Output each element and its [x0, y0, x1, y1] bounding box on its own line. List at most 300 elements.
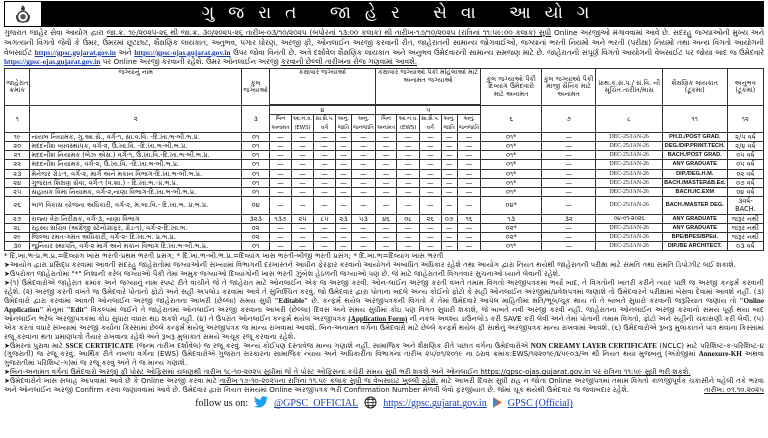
note-text: SSCE CERTIFICATE: [65, 341, 134, 350]
cat-ews-cell: —: [291, 242, 314, 251]
adv-no-cell: ૧૯: [5, 132, 30, 141]
colnum: ૧૨: [727, 106, 763, 133]
note-4: [4, 342, 764, 369]
women-sebc-cell: —: [419, 169, 441, 178]
colnum: ૧૧: [662, 106, 727, 133]
women-st-cell: —: [457, 132, 481, 141]
arrow-bullet-icon: ➤: [4, 269, 10, 279]
cat-general-cell: —: [270, 188, 292, 197]
twitter-link[interactable]: @GPSC_OFFICIAL: [273, 398, 359, 410]
experience-cell: ૦૫ વર્ષ: [727, 160, 763, 169]
cat-st-cell: —: [352, 233, 376, 242]
ex-servicemen-cell: —: [541, 223, 595, 232]
women-ews-cell: —: [397, 132, 420, 141]
women-sebc-cell: —: [419, 233, 441, 242]
table-row: [5, 160, 764, 169]
total-cell: ૦૧: [242, 242, 270, 251]
women-sc-cell: —: [441, 169, 457, 178]
ex-servicemen-cell: —: [541, 242, 595, 251]
cat-ews-cell: —: [291, 169, 314, 178]
twitter-icon: [254, 396, 268, 413]
cat-ews-cell: —: [291, 142, 314, 151]
subcat-general: બિન અનામત: [271, 116, 290, 131]
subcat-st: અનુ. જનજાતિ: [458, 116, 480, 131]
cat-sebc-cell: —: [314, 242, 336, 251]
experience-cell: ૦૨ વર્ષ: [727, 169, 763, 178]
pwd-cell: ૦૪*: [481, 197, 541, 214]
col-pwd: કુલ જગ્યાઓ પૈકી દિવ્યાંગ ઉમેદવારો માટે અનામત: [481, 69, 541, 106]
col-category-wise: કક્ષાવાર જગ્યાઓ: [270, 69, 376, 105]
experience-cell: જરૂર નથી: [727, 233, 763, 242]
women-general-cell: —: [375, 178, 397, 187]
arrow-bullet-icon: ➤: [4, 367, 10, 377]
note-text: આયોગ દ્વારા પ્રસિદ્ધ કરવામાં આવતી સદરહુ જાહેરાતોમાં જગ્યાઓની સંખ્યામાં વિભાગની દરખાસ્તને આધીન ફેરફાર કરવાનો આયોગને અબાધિત અધિકાર રહેશે તથા આયોગ દ્વારા નિયત થયેથી જાહેરાતની પરીક્ષા માટે સંમતિ તથા સંમતિ ડિપોઝીટ લઈ શકાશે.: [9, 260, 737, 270]
cat-sc-cell: —: [335, 242, 351, 251]
ex-servicemen-cell: —: [541, 188, 595, 197]
globe-icon: [364, 396, 377, 414]
colnum: ૭: [541, 106, 595, 133]
women-ews-cell: —: [397, 223, 420, 232]
women-general-cell: —: [375, 142, 397, 151]
women-st-cell: —: [457, 151, 481, 160]
note-text: તારીખ ૧૭-૧૦-૨૦૨૫ના રાત્રિનાં ૧૧.૫૯ કલાક સુધી જ વેબસાઇટ ખુલ્લી રહેશે.: [219, 376, 439, 386]
women-st-cell: —: [457, 242, 481, 251]
women-general-cell: —: [375, 223, 397, 232]
adv-no-cell: ૨૭: [5, 214, 30, 223]
ojas-apply-link[interactable]: https://gpsc-ojas.gujarat.gov.in: [4, 57, 101, 67]
women-st-cell: —: [457, 169, 481, 178]
post-name-cell: નાયબ નિયામક, ગુ.આ.સે., વર્ગ-૧, સા.વ.વિ. -દિ.ખા.ભ-બી.ભ.પ્ર.: [30, 132, 242, 141]
experience-cell: ૩વર્ષ-BACH.: [727, 197, 763, 214]
note-text: NON CREAMY LAYER CERTIFICATE: [530, 341, 657, 350]
women-general-cell: —: [375, 242, 397, 251]
total-cell: ૦૨: [242, 233, 270, 242]
qualification-cell: BACH./IC.EXM: [662, 188, 727, 197]
women-st-cell: —: [457, 233, 481, 242]
prelim-date-cell: DEC-25/JAN-26: [596, 178, 663, 187]
prelim-date-cell: DEC-25/JAN-26: [596, 242, 663, 251]
cat-st-cell: —: [352, 223, 376, 232]
table-row: [5, 223, 764, 232]
qualification-cell: PH.D./POST GRAD.: [662, 132, 727, 141]
gpsc-advertisement: [0, 1, 768, 438]
women-ews-cell: —: [397, 178, 420, 187]
prelim-date-cell: DEC-25/JAN-26: [596, 142, 663, 151]
table-row: [5, 132, 764, 141]
cat-ews-cell: —: [291, 233, 314, 242]
experience-cell: ૨/૫ વર્ષ: [727, 132, 763, 141]
adv-no-cell: ૨૩: [5, 169, 30, 178]
experience-cell: ૦૭ વર્ષ: [727, 178, 763, 187]
cat-st-cell: —: [352, 142, 376, 151]
arrow-bullet-icon: ➤: [4, 376, 10, 386]
women-ews-cell: —: [397, 142, 420, 151]
women-general-cell: —: [375, 188, 397, 197]
experience-cell: ૦૪ વર્ષ: [727, 188, 763, 197]
total-cell: ૦૧: [242, 188, 270, 197]
table-row: [5, 169, 764, 178]
subcat-sc: અનુ. જાતિ: [335, 115, 351, 132]
qualification-cell: DIP./DEG.H.M.: [662, 169, 727, 178]
vacancy-table: [4, 68, 764, 251]
colnum: ૨: [30, 106, 242, 133]
total-cell: ૦૧: [242, 160, 270, 169]
women-sebc-cell: —: [419, 132, 441, 141]
prelim-date-cell: DEC-25/JAN-26: [596, 188, 663, 197]
col-qualification: શૈક્ષણિક લાયકાત (ટૂંકમાં): [662, 69, 727, 106]
col-adv-no: જાહેરાત ક્રમાંક: [5, 69, 30, 106]
women-sc-cell: —: [441, 188, 457, 197]
post-name-cell: બાળ વિકાસ યોજના અધિકારી, વર્ગ-૨, મ.બા.વિ.- દિ.ખા.ભ. પ્ર.ભ.પ્ર.: [30, 197, 242, 214]
colnum: ૧: [5, 106, 30, 133]
cat-sebc-cell: —: [314, 178, 336, 187]
women-st-cell: ૧૬: [457, 214, 481, 223]
women-ews-cell: —: [397, 197, 420, 214]
women-sebc-cell: —: [419, 142, 441, 151]
adv-no-cell: ૨૬: [5, 197, 30, 214]
women-general-cell: —: [375, 151, 397, 160]
women-st-cell: —: [457, 223, 481, 232]
table-body: [5, 132, 764, 251]
women-ews-cell: —: [397, 188, 420, 197]
total-cell: ૦૨: [242, 223, 270, 232]
adv-no-cell: ૨૪: [5, 178, 30, 187]
experience-cell: જરૂર નથી: [727, 214, 763, 223]
ex-servicemen-cell: —: [541, 233, 595, 242]
cat-st-cell: —: [352, 160, 376, 169]
colnum: ૪: [270, 106, 376, 115]
women-ews-cell: ૦૮: [397, 214, 420, 223]
cat-sebc-cell: —: [314, 142, 336, 151]
youtube-link[interactable]: GPSC (Official): [507, 398, 573, 410]
cat-sc-cell: —: [335, 160, 351, 169]
prelim-date-cell: DEC-25/JAN-26: [596, 151, 663, 160]
notes-section: [4, 252, 764, 395]
note-text: ની નકલ અવશ્ય ડાઉનલોડ કરી SAVE કરી લેવી અને તેમાં પોતાની તમામ વિગતો, ફોટો અને સહીની ચકાસણી કરી લેવી. (૫) એક કરતાં વધારે સંખ્યામાં અરજી કર્યાના કિસ્સામાં છેલ્લે કન્ફર્મ થયેલુ અરજીપત્રક જ માન્ય રાખવામાં આવશે. બિન-અનામત વર્ગના ઉમેદવારો માટે છેલ્લે કન્ફર્મ થયેલ ફી સાથેનું અરજીપત્રક માન્ય રાખવામાં આવશે. (૬) ઉમેદવારોએ રૂબરૂ મુલાકાતને પાત્ર થવાના કિસ્સામાં રજૂ કરવાના થતા પ્રમાણપત્રો તૈયાર રાખવાના રહેશે અને રૂબરૂ મુલાકાત સમયે અચૂક રજૂ કરવાના રહેશે.: [4, 313, 764, 341]
col-women-reserved: કક્ષાવાર જગ્યાઓ પૈકી મહિલાઓ માટે અનામત જગ્યાઓ: [375, 69, 481, 105]
column-number-row: [5, 106, 764, 115]
social-footer: [4, 396, 764, 414]
cat-st-cell: —: [352, 197, 376, 214]
page-title: ગુજરાત જાહેર સેવા આયોગ: [42, 2, 763, 26]
pwd-cell: ૧૩: [481, 214, 541, 223]
cat-ews-cell: —: [291, 178, 314, 187]
adv-no-cell: ૨૧: [5, 151, 30, 160]
qualification-cell: ANY GRADUATE: [662, 223, 727, 232]
arrow-bullet-icon: ➤: [4, 278, 10, 288]
women-sc-cell: —: [441, 242, 457, 251]
qualification-cell: ANY GRADUATE: [662, 160, 727, 169]
ex-servicemen-cell: —: [541, 142, 595, 151]
colnum: ૬: [481, 106, 541, 133]
adv-no-cell: ૨૮: [5, 223, 30, 232]
cat-sc-cell: —: [335, 178, 351, 187]
prelim-date-cell: DEC-25/JAN-26: [596, 233, 663, 242]
women-ews-cell: —: [397, 160, 420, 169]
pwd-cell: ૦૨*: [481, 233, 541, 242]
cat-sc-cell: —: [335, 132, 351, 141]
women-sc-cell: —: [441, 142, 457, 151]
cat-sc-cell: —: [335, 223, 351, 232]
cat-ews-cell: —: [291, 223, 314, 232]
experience-cell: ૦૫ વર્ષ: [727, 151, 763, 160]
cat-general-cell: —: [270, 223, 292, 232]
adv-no-cell: ૨૯: [5, 233, 30, 242]
note-text: ઉંમરનાં પુરાવા માટે: [9, 340, 66, 350]
ex-servicemen-cell: ૩૨: [541, 214, 595, 223]
cat-st-cell: —: [352, 242, 376, 251]
ojas-website-link[interactable]: https://gpsc-ojas.gujarat.gov.in: [134, 47, 231, 57]
cat-sebc-cell: ૮૫: [314, 214, 336, 223]
subcat-sc: અનુ. જાતિ: [441, 115, 457, 132]
total-cell: ૦૪: [242, 197, 270, 214]
cat-sebc-cell: —: [314, 132, 336, 141]
subcat-general: બિન અનામત: [376, 116, 396, 131]
adv-no-cell: ૨૨: [5, 160, 30, 169]
ex-servicemen-cell: —: [541, 169, 595, 178]
pwd-cell: ૦૧*: [481, 169, 541, 178]
post-name-cell: જુનિયર સ્થાપતિ, વર્ગ-૨ માર્ગ અને મકાન વિભાગ દિ.ખા.ભ-બી.ભ.પ્ર.: [30, 242, 242, 251]
pwd-cell: ૦૧*: [481, 160, 541, 169]
note-text: છે. કન્ફર્મ થયેલ અરજીપત્રકની વિગતો કે તેમાં ઉમેદવારે આપેલ માહિતીમાં ક્ષતિ/ભૂલ/ચૂક થાય તો તે બાબતે સુધારો કરવાની જરૂરિયાત જણાય તો: [308, 295, 740, 305]
website-link[interactable]: https://gpsc.gujarat.gov.in: [383, 398, 487, 410]
note-text: મેનુમાં: [43, 304, 67, 314]
notice-date: તારીખ: ૦૧.૧૦.૨૦૨૫: [704, 385, 764, 395]
cat-ews-cell: —: [291, 188, 314, 197]
women-sebc-cell: —: [419, 188, 441, 197]
table-row: [5, 233, 764, 242]
adv-no-cell: ૨૦: [5, 142, 30, 151]
cat-sc-cell: —: [335, 151, 351, 160]
cat-st-cell: —: [352, 151, 376, 160]
cat-sebc-cell: —: [314, 160, 336, 169]
note-text: (૧) ઉમેદવારોએ જાહેરાત ક્રમાંક અને જગ્યાનું નામ સ્પષ્ટ રીતે વાંચીને જે તે જાહેરાત માટે ઓનલાઈન એક જ અરજી કરવી. ઓન-લાઈન અરજી કરતી વખતે તમામ વિગતો અરજીપત્રકમાં ભર્યા બાદ, તે વિગતોની ખાતરી કરીને ત્યાર પછી જ અરજી કન્ફર્મ કરવાની રહેશે. (૨) અરજી કરતી વખતે જ ઉમેદવારે પોતાનો ફોટો અને સહી અપલોડ કરવામાં આવે તે સુનિશ્ચિત કરવું. જો ઉમેદવાર દ્વારા પોતાના બદલે અન્ય કોઈનો ફોટો કે સહી ઓનલાઈન અરજીમાં/પ્રવેશપત્રમાં જણાશે તો ઉમેદવારને પરીક્ષામાં બેસવા દેવામાં આવશે નહીં. (૩) ઉમેદવારો દ્વારા કરવામાં આવતી ઓનલાઈન અરજી જાહેરાતના આખરી (છેલ્લા) સમય સુધી: [4, 278, 764, 305]
women-st-cell: —: [457, 197, 481, 214]
adv-no-cell: ૩૦: [5, 242, 30, 251]
qualification-cell: DIP./BE ARCHITECT.: [662, 242, 727, 251]
prelim-date-cell: DEC-25/JAN-26: [596, 169, 663, 178]
prelim-date-cell: DEC-25/JAN-26: [596, 197, 663, 214]
women-sebc-cell: —: [419, 223, 441, 232]
women-sc-cell: —: [441, 160, 457, 169]
women-st-cell: —: [457, 188, 481, 197]
note-text: (Application Form): [348, 314, 408, 323]
cat-general-cell: —: [270, 132, 292, 141]
note-text: બિન-અનામત વર્ગનાં ઉમેદવારો અરજી ફી પોસ્ટ ઓફિસમાં ચલણથી તારીખ ૧૮-૧૦-૨૦૨૫ સુધીમાં જે તે પોસ્ટ ઓફિસનાં કચેરી સમય સુધી ભરી શકશે અને ઓનલાઈન https://gpsc-ojas.gujarat.gov.in પર રાત્રિના ૧૧:૫૯ સુધી ભરી શકશે.: [9, 367, 691, 377]
experience-cell: ૨/૪ વર્ષ: [727, 142, 763, 151]
women-ews-cell: —: [397, 151, 420, 160]
intro-text: ઉપર જોવા વિનંતી છે. અત્રે દર્શાવેલ શૈક્ષણિક લાયકાત અને અનુભવ ઉમેદવારની સામાન્ય સમજણ માટે છે. જાહેરાતની સંપૂર્ણ વિગતો આયોગની વેબસાઈટ પર જોયા બાદ જ ઉમેદવારે: [230, 47, 764, 57]
subcat-sebc: સા.શૈ.પ. વર્ગ: [421, 116, 440, 131]
adv-no-cell: ૨૫: [5, 188, 30, 197]
ex-servicemen-cell: —: [541, 132, 595, 141]
intro-paragraph: [4, 28, 764, 67]
cat-ews-cell: —: [291, 160, 314, 169]
note-text: Annexure-KH: [698, 350, 742, 359]
table-row: [5, 151, 764, 160]
cat-sebc-cell: —: [314, 169, 336, 178]
prelim-date-cell: DEC-25/JAN-26: [596, 132, 663, 141]
women-general-cell: —: [375, 132, 397, 141]
cat-ews-cell: —: [291, 132, 314, 141]
women-sc-cell: —: [441, 178, 457, 187]
cat-sc-cell: —: [335, 169, 351, 178]
cat-ews-cell: —: [291, 197, 314, 214]
women-general-cell: —: [375, 169, 397, 178]
cat-st-cell: —: [352, 169, 376, 178]
note-text: ઉમેદવારોને ખાસ સલાહ આપવામાં આવે છે કે Online અરજી કરવા માટે: [9, 376, 220, 386]
women-general-cell: —: [375, 197, 397, 214]
note-text: "Online Application": [4, 296, 764, 314]
subcat-st: અનુ. જનજાતિ: [353, 116, 374, 131]
women-sebc-cell: —: [419, 178, 441, 187]
women-st-cell: —: [457, 178, 481, 187]
cat-general-cell: —: [270, 160, 292, 169]
col-prelim-date: પ્રાથ.ક.સ.પ./ સં.વિ. ની સૂચિત તારીખ/માસ: [596, 69, 663, 106]
qualification-cell: BPE/BPES/BPEd.: [662, 233, 727, 242]
note-text: (NCLC) માટે પરિશિષ્ટ-ક-પરિશિષ્ટ-૪ (ગુજરાતી) જ રજૂ કરવું. આર્થિક રીતે નબળા વર્ગના (EWS) ઉમેદવારોએ ગુજરાત સરકારના સામાજિક ન્યાય અને અધિકારીતા વિભાગના તારીખ ૨૫/૦૧/૨૦૧૯ ના ઠરાવ ક્રમાંક:EWS/૧૨૨૦૧૯/૪૫૯૦૩/અ થી નિયત થયા મુજબનું (અંગ્રેજીમાં: [4, 340, 764, 359]
colnum: ૮: [596, 106, 663, 133]
colnum: ૫: [375, 106, 481, 115]
post-name-cell: ગુજરાત શિક્ષણ સેવા, વર્ગ-૧ (વ.શા.) - દિ.ખા.ભ.-પ્ર.ભ.પ્ર.: [30, 178, 242, 187]
note-6: [4, 377, 764, 395]
prelim-date-cell: ૦૪-૦૧-૨૦૨૬: [596, 214, 663, 223]
cat-general-cell: —: [270, 178, 292, 187]
post-name-cell: જિલ્લા રમત-ગમત અધિકારી, વર્ગ-૨- દિ.ખા.ભ. પ્ર.ભ.પ્ર.: [30, 233, 242, 242]
ex-servicemen-cell: —: [541, 160, 595, 169]
cat-sebc-cell: —: [314, 223, 336, 232]
note-text: "Editable": [274, 296, 309, 305]
pwd-cell: ૦૧*: [481, 132, 541, 141]
pwd-cell: ૦૧*: [481, 178, 541, 187]
cat-ews-cell: —: [291, 151, 314, 160]
women-sebc-cell: —: [419, 160, 441, 169]
pwd-cell: ૦૧*: [481, 151, 541, 160]
note-text: ઉપરોક્ત જાહેરાતોમાં "*" નિશાની કરેલ જગ્યાઓ પૈકી તેમાં અમુક જગ્યાઓ દિવ્યાંગોની ખાસ ભરતી ઝુંબેશ હેઠળની જગ્યાઓ પણ છે. જે માટે જાહેરાતની વિગતવાર સુચનાઓ ધ્યાને લેવાની રહેશે.: [9, 269, 561, 279]
cat-general-cell: —: [270, 142, 292, 151]
women-sc-cell: ૦૭: [441, 214, 457, 223]
cat-st-cell: ૫૩: [352, 214, 376, 223]
age-reckoning-note: કરવાની છેલ્લી તારીખના રોજ ગણવામાં આવશે.: [280, 57, 418, 67]
note-text: વિકલ્પમાં જઈને તે જાહેરાતમાં ઓનલાઈન અરજી કરવાના આખરી (છેલ્લા) દિવસ અને સમય સુધીમાં કોઇ પણ વિગત સુધારી શકાશે, જે બાબતે નવી અરજી કરવી નહીં. જાહેરાતના ઓનલાઈન અરજી કરવાનો સમય પૂર્ણ થયા બાદ ઓનલાઈન ભરેલ અરજીપત્રકમાં કોઇ સુધારા વધારા થઇ શકશે નહીં. (૪) તે ઉપરાંત ઓનલાઈન કન્ફર્મ થયેલ અરજીપત્રક: [4, 304, 764, 323]
subcat-sebc: સા.શૈ.પ. વર્ગ: [315, 116, 334, 131]
women-st-cell: —: [457, 160, 481, 169]
cat-sc-cell: —: [335, 233, 351, 242]
arrow-bullet-icon: ➤: [4, 340, 10, 350]
note-text: માટે આખરી દિવસ સુધી રાહ ન જોતા Online અરજીપત્રમાં તમામ વિગતો કાળજીપૂર્વક ચકાસીને વહેલી તકે ભરવા અને ઓનલાઈન અરજી Confirm કરવા જણાવવામાં આવે છે. ઉમેદવાર દ્વારા નિયત સમયમાં Online અરજીપત્રક ભરી Confirmation Number મેળવી લેવો ફરજીયાત છે. જેમાં ચૂક થયેથી ઉમેદવાર જ જવાબદાર રહેશે.: [4, 376, 764, 395]
header-banner: [4, 1, 764, 27]
abbreviation-note: * દિ.ખા.ભ-પ્ર.ભ.પ્ર.=દિવ્યાંગ ખાસ ભરતી-પ્રથમ ભરતી પ્રસંગ; * દિ.ખા.ભ-બી.ભ.પ્ર.=દિવ્યાંગ ખાસ ભરતી-બીજી ભરતી પ્રસંગ; * દિ.ખા.ભ=દિવ્યાંગ ખાસ ભરતી: [4, 251, 444, 261]
post-name-cell: મદદનીશ નિયામક (બેઝ એસ.) વર્ગ-૧, ઉ.ખા.વિ.-દિ.ખા.ભ-બી.ભ.પ્ર.: [30, 151, 242, 160]
women-ews-cell: —: [397, 242, 420, 251]
cat-sc-cell: —: [335, 142, 351, 151]
note-3: [4, 279, 764, 341]
prelim-date-cell: DEC-25/JAN-26: [596, 160, 663, 169]
intro-text: ગુજરાત જાહેર સેવા આયોગ દ્વારા: [4, 28, 107, 37]
total-cell: ૦૧: [242, 178, 270, 187]
post-name-cell: રાજ્ય વેરા નિરીક્ષક, વર્ગ-૩, નાણા વિભાગ: [30, 214, 242, 223]
cat-general-cell: —: [270, 197, 292, 214]
women-st-cell: —: [457, 142, 481, 151]
note-text: અથવા ગુજરાતીમાં પરિશિષ્ટ-ગ)માં જ રજૂ કરવું અને તે જ માન્ય ગણાશે.: [4, 349, 765, 368]
women-sebc-cell: ૨૬: [419, 214, 441, 223]
table-row: [5, 242, 764, 251]
women-sc-cell: —: [441, 233, 457, 242]
experience-cell: ૦૩ વર્ષ: [727, 242, 763, 251]
total-cell: ૦૧: [242, 142, 270, 151]
women-general-cell: —: [375, 160, 397, 169]
table-row: [5, 197, 764, 214]
cat-st-cell: —: [352, 178, 376, 187]
women-sebc-cell: —: [419, 151, 441, 160]
arrow-bullet-icon: ➤: [4, 260, 10, 270]
women-general-cell: ૪૬: [375, 214, 397, 223]
cat-general-cell: —: [270, 169, 292, 178]
cat-st-cell: —: [352, 188, 376, 197]
pwd-cell: ૦૧*: [481, 188, 541, 197]
total-cell: ૦૧: [242, 151, 270, 160]
note-text: "Edit": [66, 305, 88, 314]
cat-st-cell: —: [352, 132, 376, 141]
cat-sc-cell: —: [335, 188, 351, 197]
cat-general-cell: —: [270, 233, 292, 242]
table-row: [5, 142, 764, 151]
women-sebc-cell: —: [419, 197, 441, 214]
cat-sebc-cell: —: [314, 233, 336, 242]
women-sc-cell: —: [441, 223, 457, 232]
cat-sebc-cell: —: [314, 188, 336, 197]
pwd-cell: ૦૨*: [481, 223, 541, 232]
col-experience: અનુભવ (ટૂંકમાં): [727, 69, 763, 106]
post-name-cell: મદદનીશ વ્યવસ્થાપક, વર્ગ-૨, ઉ.ખા.વિ. -દિ.ખા.ભ-બી.ભ.પ્ર.: [30, 142, 242, 151]
gpsc-emblem-icon: [5, 2, 42, 26]
colnum: ૩: [242, 106, 270, 133]
intro-text: અને: [115, 47, 135, 57]
qualification-cell: BACH./MASTER DEG.: [662, 197, 727, 214]
col-ex-servicemen: કુલ જગ્યાઓ પૈકી માજી સૈનિક માટે અનામત: [541, 69, 595, 106]
intro-text: પર Online અરજી કરવાની રહેશે. ઉંમર ઓનલાઈન અરજી: [100, 57, 281, 67]
women-ews-cell: —: [397, 169, 420, 178]
table-row: [5, 178, 764, 187]
experience-cell: જરૂર નથી: [727, 223, 763, 232]
women-sc-cell: —: [441, 197, 457, 214]
cat-sebc-cell: —: [314, 151, 336, 160]
qualification-cell: DEG./DIP.PRINT.TECH.: [662, 142, 727, 151]
cat-general-cell: —: [270, 151, 292, 160]
post-name-cell: સહાયક વિમા નિયામક, વર્ગ-૨,નાણા વિભાગ-દિ.ખા.ભ-બી.ભ.પ્ર.: [30, 188, 242, 197]
qualification-cell: BACH./POST GRAD.: [662, 151, 727, 160]
gpsc-website-link[interactable]: https://gpsc.gujarat.gov.in: [34, 47, 116, 57]
cat-ews-cell: ૨૫: [291, 214, 314, 223]
follow-label: follow us on:: [195, 398, 248, 410]
women-general-cell: —: [375, 233, 397, 242]
women-sc-cell: —: [441, 151, 457, 160]
application-period: જા.ક્ર. ૧૯/૨૦૨૫-૨૬ થી જા.ક્ર. ૩૦/૨૦૨૫-૨૬ તારીખ-૦૩/૧૦/૨૦૨૫ (બપોરનાં ૧૩:૦૦ કલાક) થી તારીખ-૧૭/૧૦/૨૦૨૫ (રાત્રિનાં ૧૧:૫૯:૦૦ કલાક) સુધી: [106, 28, 552, 37]
cat-sc-cell: —: [335, 197, 351, 214]
col-post-name: જગ્યાનું નામ: [30, 69, 242, 106]
pwd-cell: ૦૧*: [481, 142, 541, 151]
post-name-cell: મદદનીશ નિયામક, વર્ગ-૨, ઉ.ખા.વિ. -દિ.ખા.ભ-બી.ભ.પ્ર.: [30, 160, 242, 169]
youtube-play-icon: [493, 397, 502, 413]
ex-servicemen-cell: —: [541, 151, 595, 160]
women-sebc-cell: —: [419, 242, 441, 251]
cat-sebc-cell: —: [314, 197, 336, 214]
subcat-ews: આ.ન.વ. (EWS): [292, 116, 313, 131]
table-header-row: [5, 69, 764, 105]
total-cell: ૦૧: [242, 132, 270, 141]
total-cell: ૩૨૩: [242, 214, 270, 223]
table-row: [5, 214, 764, 223]
